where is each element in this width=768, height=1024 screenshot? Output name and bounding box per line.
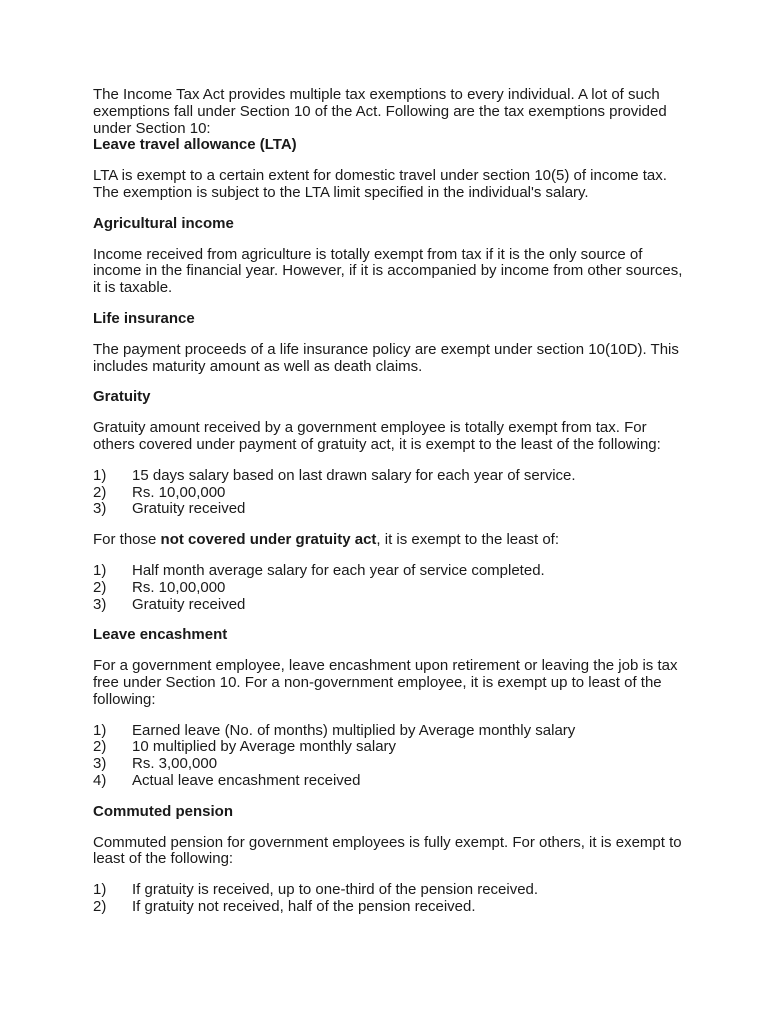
list-number: 1) (93, 466, 107, 484)
not-covered-list (93, 563, 683, 613)
gratuity-list (93, 468, 683, 518)
list-number: 4) (93, 771, 107, 789)
list-item (93, 756, 683, 773)
list-text: 15 days salary based on last drawn salary for each year of service. (132, 466, 576, 484)
lta-paragraph: LTA is exempt to a certain extent for domestic travel under section 10(5) of income tax. The exemption is subject to the LTA limit specified in the individual's salary. (93, 167, 667, 201)
section-heading-leave-encashment: Leave encashment (93, 626, 228, 644)
list-number: 3) (93, 500, 107, 518)
not-covered-bold-text: not covered under gratuity act (160, 531, 377, 549)
section-heading-life-insurance: Life insurance (93, 309, 195, 327)
list-number: 2) (93, 897, 107, 915)
list-item (93, 739, 683, 756)
list-number: 1) (93, 881, 107, 899)
list-text: 10 multiplied by Average monthly salary (132, 738, 397, 756)
list-number: 3) (93, 755, 107, 773)
list-number: 2) (93, 578, 107, 596)
list-number: 3) (93, 595, 107, 613)
list-item (93, 563, 683, 580)
list-text: If gratuity is received, up to one-third of the pension received. (132, 881, 539, 899)
section-heading-commuted-pension: Commuted pension (93, 802, 234, 820)
list-text: Rs. 3,00,000 (132, 755, 218, 773)
list-item (93, 773, 683, 790)
life-insurance-paragraph: The payment proceeds of a life insurance policy are exempt under section 10(10D). This includes maturity amount as well as death claims. (93, 340, 679, 375)
section-heading-gratuity: Gratuity (93, 388, 151, 406)
section-heading-lta: Leave travel allowance (LTA) (93, 136, 297, 154)
list-number: 1) (93, 721, 107, 739)
list-item (93, 580, 683, 597)
list-number: 2) (93, 483, 107, 501)
agricultural-paragraph: Income received from agriculture is totally exempt from tax if it is the only source of income in the financial year. However, if it is accompanied by income from other sources, it is taxable. (93, 245, 683, 297)
list-item (93, 882, 683, 899)
list-text: Actual leave encashment received (132, 771, 361, 789)
list-text: Gratuity received (132, 595, 246, 613)
not-covered-text-post: , it is exempt to the least of: (376, 531, 559, 549)
not-covered-text-pre: For those (93, 531, 161, 549)
list-item (93, 485, 683, 502)
commuted-pension-list (93, 882, 683, 916)
leave-encashment-list (93, 723, 683, 790)
list-text: Earned leave (No. of months) multiplied by Average monthly salary (132, 721, 576, 739)
gratuity-paragraph: Gratuity amount received by a government employee is totally exempt from tax. For others covered under payment of gratuity act, it is exempt to the least of the following: (93, 419, 661, 453)
list-item (93, 501, 683, 518)
list-text: If gratuity not received, half of the pension received. (132, 897, 476, 915)
list-text: Half month average salary for each year of service completed. (132, 561, 545, 579)
list-number: 2) (93, 738, 107, 756)
list-item (93, 597, 683, 614)
list-item (93, 723, 683, 740)
list-item (93, 468, 683, 485)
list-item (93, 899, 683, 916)
list-text: Gratuity received (132, 500, 246, 518)
document-page (93, 87, 683, 916)
section-heading-agricultural: Agricultural income (93, 214, 234, 232)
not-covered-paragraph (93, 532, 683, 549)
intro-paragraph: The Income Tax Act provides multiple tax exemptions to every individual. A lot of such exemptions fall under Section 10 of the Act. Following are the tax exemptions provided under Section 10: (93, 86, 667, 137)
leave-encashment-paragraph: For a government employee, leave encashment upon retirement or leaving the job is tax free under Section 10. For a non-government employee, it is exempt up to least of the following: (93, 657, 678, 708)
list-text: Rs. 10,00,000 (132, 483, 226, 501)
commuted-pension-paragraph: Commuted pension for government employees is fully exempt. For others, it is exempt to least of the following: (93, 833, 682, 868)
list-number: 1) (93, 561, 107, 579)
list-text: Rs. 10,00,000 (132, 578, 226, 596)
